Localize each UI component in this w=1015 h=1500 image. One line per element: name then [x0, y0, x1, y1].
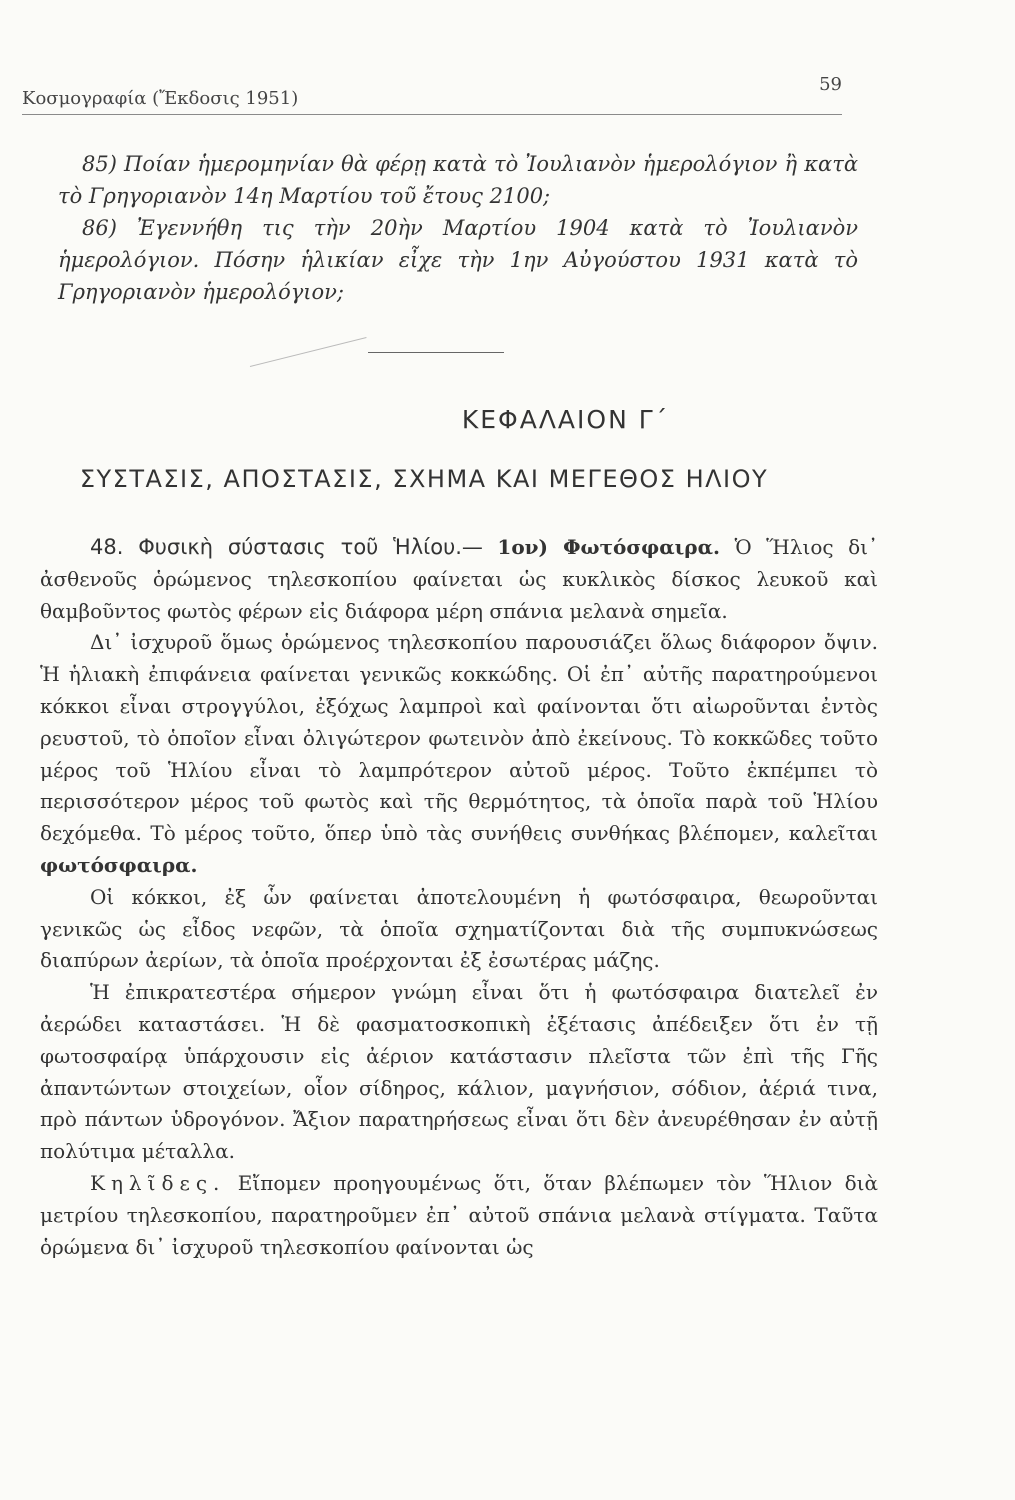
paragraph — [40, 627, 878, 881]
section-subheading: 1ον) Φωτόσφαιρα. — [497, 535, 720, 559]
exercise-86: 86) Ἐγεννήθη τις τὴν 20ὴν Μαρτίου 1904 κατὰ τὸ Ἰουλιανὸν ἡμερολόγιον. Πόσην ἡλικίαν εἶχε τὴν 1ην Αὐγούστου 1931 κατὰ τὸ Γρηγοριανὸν ἡμερολόγιον; — [58, 216, 858, 304]
paragraph-text: Δι᾽ ἰσχυροῦ ὅμως ὁρώμενος τηλεσκοπίου παρουσιάζει ὅλως διάφορον ὄψιν. Ἡ ἡλιακὴ ἐπιφάνεια φαίνεται γενικῶς κοκκώδης. Οἱ ἐπ᾽ αὐτῆς παρατηρούμενοι κόκκοι εἶναι στρογγύλοι, ἐξόχως λαμπροὶ καὶ φαίνονται ὅτι αἰωροῦνται ἐντὸς ρευστοῦ, τὸ ὁποῖον εἶναι ὀλιγώτερον φωτεινὸν ἀπὸ ἐκείνους. Τὸ κοκκῶδες τοῦτο μέρος τοῦ Ἡλίου εἶναι τὸ λαμπρότερον αὐτοῦ μέρος. Τοῦτο ἐκπέμπει τὸ περισσότερον μέρος τοῦ φωτὸς καὶ τῆς θερμότητος, τὰ ὁποῖα παρὰ τοῦ Ἡλίου δεχόμεθα. Τὸ μέρος τοῦτο, ὅπερ ὑπὸ τὰς συνήθεις συνθήκας βλέπομεν, καλεῖται — [40, 630, 878, 846]
exercise-list — [58, 148, 858, 308]
paragraph — [40, 532, 878, 627]
page-number: 59 — [819, 74, 842, 95]
paragraph-text: Ὁ Ἥλιος δι᾽ ἀσθενοῦς ὁρώμενος τηλεσκοπίου φαίνεται ὡς κυκλικὸς δίσκος λευκοῦ καὶ θαμβοῦντος φωτὸς φέρων εἰς διάφορα μέρη σπάνια μελανὰ σημεῖα. — [40, 535, 878, 623]
running-title: Κοσμογραφία (Ἔκδοσις 1951) — [22, 88, 299, 109]
divider-rule — [368, 352, 504, 353]
paragraph — [40, 1168, 878, 1263]
chapter-title: ΣΥΣΤΑΣΙΣ, ΑΠΟΣΤΑΣΙΣ, ΣΧΗΜΑ ΚΑΙ ΜΕΓΕΘΟΣ ΗΛΙΟΥ — [79, 465, 769, 493]
chapter-label — [0, 405, 1015, 434]
scan-mark — [250, 337, 367, 367]
paragraph-text: Εἴπομεν προηγουμένως ὅτι, ὅταν βλέπωμεν τὸν Ἥλιον διὰ μετρίου τηλεσκοπίου, παρατηροῦμεν ἐπ᾽ αὐτοῦ σπάνια μελανὰ στίγματα. Ταῦτα ὁρώμενα δι᾽ ἰσχυροῦ τηλεσκοπίου φαίνονται ὡς — [40, 1170, 879, 1259]
body-text — [40, 532, 878, 1263]
chapter-label-text: ΚΕΦΑΛΑΙΟΝ Γ΄ — [461, 405, 670, 434]
term-bold: φωτόσφαιρα. — [40, 852, 198, 877]
paragraph: Ἡ ἐπικρατεστέρα σήμερον γνώμη εἶναι ὅτι ἡ φωτόσφαιρα διατελεῖ ἐν ἀερώδει καταστάσει. Ἡ δὲ φασματοσκοπικὴ ἐξέτασις ἀπέδειξεν ὅτι ἐν τῇ φωτοσφαίρᾳ ὑπάρχουσιν εἰς ἀέριον κατάστασιν πλεῖστα τῶν ἐπὶ τῆς Γῆς ἀπαντώντων στοιχείων, οἷον σίδηρος, κάλιον, μαγνήσιον, σόδιον, ἀέριά τινα, πρὸ πάντων ὑδρογόνον. Ἄξιον παρατηρήσεως εἶναι ὅτι δὲν ἀνευρέθησαν ἐν αὐτῇ πολύτιμα μέταλλα. — [40, 980, 878, 1164]
paragraph: Οἱ κόκκοι, ἐξ ὧν φαίνεται ἀποτελουμένη ἡ φωτόσφαιρα, θεωροῦνται γενικῶς ὡς εἶδος νεφῶν, τὰ ὁποῖα σχηματίζονται διὰ τῆς συμπυκνώσεως διαπύρων ἀερίων, τὰ ὁποῖα προέρχονται ἐξ ἐσωτέρας μάζης. — [40, 884, 878, 973]
exercise-85: 85) Ποίαν ἡμερομηνίαν θὰ φέρῃ κατὰ τὸ Ἰουλιανὸν ἡμερολόγιον ἢ κατὰ τὸ Γρηγοριανὸν 14η Μαρτίου τοῦ ἔτους 2100; — [58, 152, 858, 208]
section-heading: 48. Φυσικὴ σύστασις τοῦ Ἡλίου.— — [90, 535, 483, 559]
running-header — [22, 74, 842, 115]
term-spaced: Κηλῖδες. — [90, 1170, 226, 1195]
